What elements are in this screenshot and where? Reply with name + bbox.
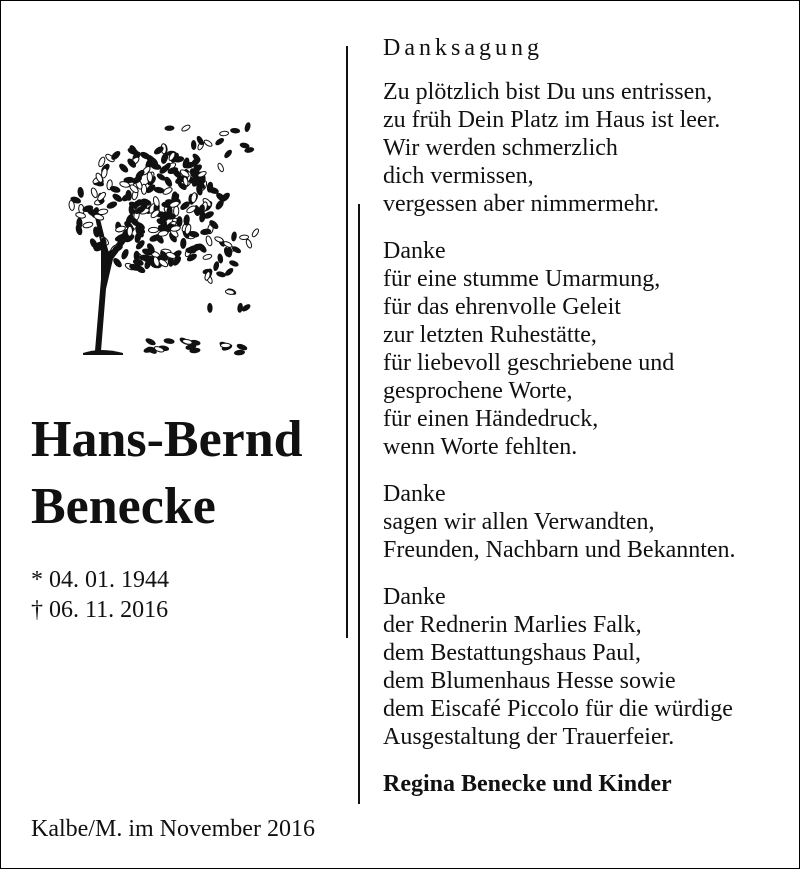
thanks-column xyxy=(383,34,783,798)
deceased-first-name: Hans-Bernd xyxy=(31,411,303,468)
stanza-line: wenn Worte fehlten. xyxy=(383,434,578,460)
stanza-line: zur letzten Ruhestätte, xyxy=(383,322,597,348)
stanza-line: Danke xyxy=(383,481,446,507)
stanza xyxy=(383,78,783,218)
stanza-line: zu früh Dein Platz im Haus ist leer. xyxy=(383,107,721,133)
place-and-date: Kalbe/M. im November 2016 xyxy=(31,816,315,842)
stanza-line: Freunden, Nachbarn und Bekannten. xyxy=(383,537,736,563)
heading-danksagung: Danksagung xyxy=(383,35,543,61)
thanks-stanzas xyxy=(383,78,783,751)
stanza-line: Danke xyxy=(383,584,446,610)
stanza-line: für liebevoll geschriebene und xyxy=(383,350,675,376)
divider-line-upper xyxy=(346,46,348,638)
windblown-tree-icon xyxy=(51,119,261,364)
stanza-line: Ausgestaltung der Trauerfeier. xyxy=(383,724,675,750)
stanza-line: Zu plötzlich bist Du uns entrissen, xyxy=(383,79,713,105)
signature: Regina Benecke und Kinder xyxy=(383,771,672,797)
stanza-line: für eine stumme Umarmung, xyxy=(383,266,661,292)
stanza-line: dem Bestattungshaus Paul, xyxy=(383,640,641,666)
stanza-line: Wir werden schmerzlich xyxy=(383,135,618,161)
stanza-line: der Rednerin Marlies Falk, xyxy=(383,612,642,638)
birth-date: * 04. 01. 1944 xyxy=(31,567,169,593)
leaf-cluster xyxy=(69,122,260,355)
stanza xyxy=(383,583,783,751)
stanza-line: gesprochene Worte, xyxy=(383,378,573,404)
stanza-line: für einen Händedruck, xyxy=(383,406,599,432)
stanza xyxy=(383,237,783,461)
stanza-line: sagen wir allen Verwandten, xyxy=(383,509,655,535)
stanza-line: dich vermissen, xyxy=(383,163,534,189)
stanza-line: dem Blumenhaus Hesse sowie xyxy=(383,668,676,694)
stanza-line: dem Eiscafé Piccolo für die würdige xyxy=(383,696,733,722)
stanza-line: für das ehrenvolle Geleit xyxy=(383,294,621,320)
deceased-last-name: Benecke xyxy=(31,478,216,535)
stanza-line: vergessen aber nimmermehr. xyxy=(383,191,660,217)
stanza-line: Danke xyxy=(383,238,446,264)
divider-line-lower xyxy=(358,204,360,804)
death-date: † 06. 11. 2016 xyxy=(31,597,169,623)
stanza xyxy=(383,480,783,564)
